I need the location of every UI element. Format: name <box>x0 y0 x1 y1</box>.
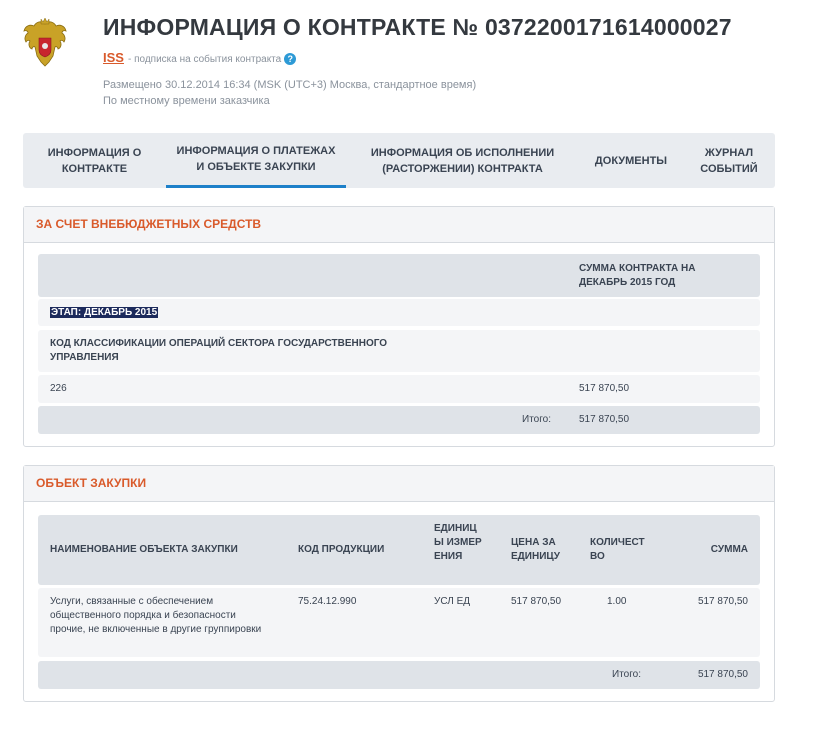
tab-execution-info[interactable]: ИНФОРМАЦИЯ ОБ ИСПОЛНЕНИИ (РАСТОРЖЕНИИ) КОНТРАКТА <box>370 146 555 175</box>
help-icon[interactable]: ? <box>284 53 296 65</box>
purchase-panel <box>23 465 775 702</box>
total-label: Итого: <box>612 669 641 680</box>
local-time-note: По местному времени заказчика <box>103 95 270 107</box>
item-code: 75.24.12.990 <box>298 596 357 607</box>
tab-bar <box>23 133 775 188</box>
item-quantity: 1.00 <box>607 596 627 607</box>
col-sum: СУММА <box>710 544 748 555</box>
tab-contract-info[interactable]: ИНФОРМАЦИЯ О КОНТРАКТЕ <box>47 146 142 175</box>
coat-of-arms-emblem <box>22 16 68 70</box>
tab-documents[interactable]: ДОКУМЕНТЫ <box>594 154 668 167</box>
row-sum: 517 870,50 <box>579 383 630 394</box>
col-item-name: НАИМЕНОВАНИЕ ОБЪЕКТА ЗАКУПКИ <box>50 544 238 555</box>
stage-label: ЭТАП: ДЕКАБРЬ 2015 <box>51 307 158 318</box>
funding-table-header <box>38 254 760 297</box>
tab-payments-info[interactable]: ИНФОРМАЦИЯ О ПЛАТЕЖАХ И ОБЪЕКТЕ ЗАКУПКИ <box>166 133 346 188</box>
purchase-table-header <box>38 515 760 585</box>
funding-panel-title: ЗА СЧЕТ ВНЕБЮДЖЕТНЫХ СРЕДСТВ <box>24 207 774 243</box>
page-title: ИНФОРМАЦИЯ О КОНТРАКТЕ № 0372200171614000027 <box>103 14 732 40</box>
iss-link[interactable]: ISS <box>103 50 124 65</box>
col-unit-price: ЦЕНА ЗА ЕДИНИЦУ <box>511 537 560 562</box>
kosgu-row <box>38 330 760 372</box>
item-sum: 517 870,50 <box>697 596 748 607</box>
item-unit: УСЛ ЕД <box>434 596 471 607</box>
iss-caption: - подписка на события контракта <box>127 54 282 65</box>
col-unit: ЕДИНИЦЫ ИЗМЕРЕНИЯ <box>434 523 482 562</box>
col-quantity: КОЛИЧЕСТВО <box>590 537 645 562</box>
tab-event-log[interactable]: ЖУРНАЛ СОБЫТИЙ <box>700 146 758 175</box>
purchase-total-row <box>38 661 760 689</box>
table-row <box>38 375 760 403</box>
publication-info <box>103 77 476 109</box>
item-price: 517 870,50 <box>511 596 562 607</box>
stage-row <box>38 299 760 326</box>
funding-panel <box>23 206 775 447</box>
kosgu-label: КОД КЛАССИФИКАЦИИ ОПЕРАЦИЙ СЕКТОРА ГОСУДАРСТВЕННОГО УПРАВЛЕНИЯ <box>50 338 388 363</box>
total-sum: 517 870,50 <box>579 414 630 425</box>
funding-total-row <box>38 406 760 434</box>
purchase-panel-title: ОБЪЕКТ ЗАКУПКИ <box>24 466 774 502</box>
table-row <box>38 588 760 657</box>
col-product-code: КОД ПРОДУКЦИИ <box>298 544 385 555</box>
posted-date: Размещено 30.12.2014 16:34 (MSK (UTC+3) Москва, стандартное время) <box>103 79 477 91</box>
total-sum: 517 870,50 <box>697 669 748 680</box>
col-contract-sum: СУММА КОНТРАКТА НА ДЕКАБРЬ 2015 ГОД <box>579 263 696 288</box>
iss-subscription-row <box>103 50 296 65</box>
item-name: Услуги, связанные с обеспечением общественного порядка и безопасности прочие, не включенные в другие группировки <box>50 596 262 635</box>
total-label: Итого: <box>522 414 551 425</box>
row-code: 226 <box>50 383 67 394</box>
